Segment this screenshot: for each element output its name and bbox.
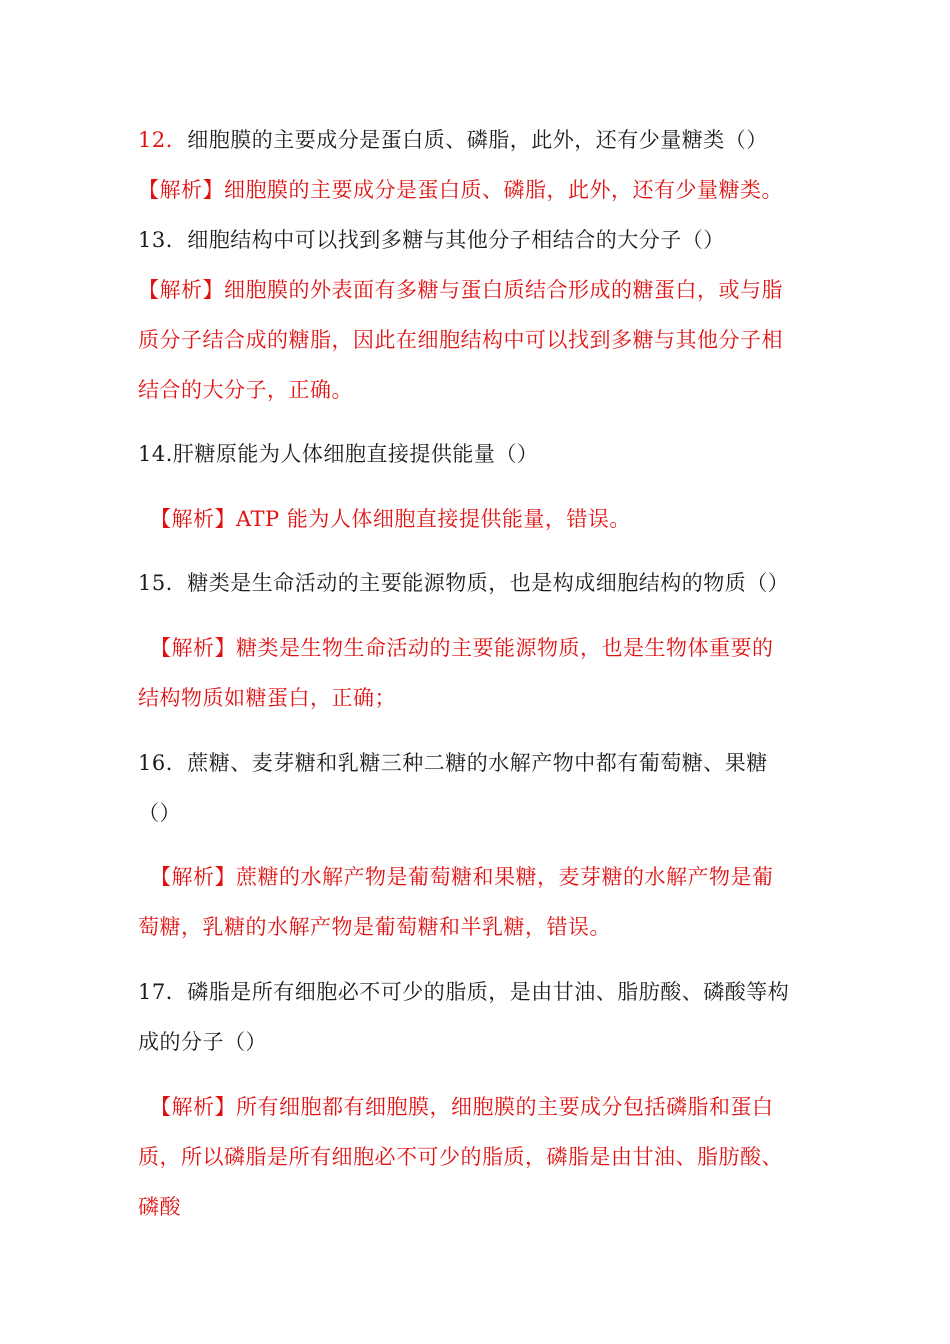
analysis-17-line-2: 质，所以磷脂是所有细胞必不可少的脂质，磷脂是由甘油、脂肪酸、 bbox=[138, 1145, 783, 1169]
analysis-14 bbox=[150, 503, 840, 535]
question-number: 17． bbox=[138, 980, 188, 1004]
analysis-15 bbox=[150, 632, 840, 664]
analysis-16-line-2: 萄糖，乳糖的水解产物是葡萄糖和半乳糖，错误。 bbox=[138, 915, 611, 939]
question-16 bbox=[138, 747, 828, 779]
question-16-line-2: （） bbox=[138, 801, 181, 825]
question-number: 16． bbox=[138, 751, 188, 775]
analysis-text: ATP 能为人体细胞直接提供能量，错误。 bbox=[236, 507, 631, 531]
analysis-16 bbox=[150, 861, 840, 893]
analysis-17 bbox=[150, 1091, 840, 1123]
question-13 bbox=[138, 224, 828, 256]
question-14 bbox=[138, 438, 828, 470]
analysis-tag: 【解析】 bbox=[150, 1095, 236, 1119]
question-17-line-2: 成的分子（） bbox=[138, 1030, 267, 1054]
analysis-text: 糖类是生物生命活动的主要能源物质，也是生物体重要的 bbox=[236, 636, 774, 660]
question-12 bbox=[138, 124, 828, 156]
analysis-13 bbox=[138, 274, 828, 306]
analysis-text: 细胞膜的外表面有多糖与蛋白质结合形成的糖蛋白，或与脂 bbox=[224, 278, 783, 302]
question-number: 13． bbox=[138, 228, 188, 252]
question-17 bbox=[138, 976, 828, 1008]
analysis-12 bbox=[138, 174, 828, 206]
question-number: 12． bbox=[138, 128, 188, 152]
analysis-15-line-2: 结构物质如糖蛋白，正确； bbox=[138, 686, 396, 710]
analysis-tag: 【解析】 bbox=[138, 178, 224, 202]
analysis-tag: 【解析】 bbox=[138, 278, 224, 302]
question-text: 蔗糖、麦芽糖和乳糖三种二糖的水解产物中都有葡萄糖、果糖 bbox=[187, 751, 768, 775]
analysis-text: 蔗糖的水解产物是葡萄糖和果糖，麦芽糖的水解产物是葡 bbox=[236, 865, 774, 889]
question-number: 14. bbox=[138, 442, 173, 466]
question-text: 细胞膜的主要成分是蛋白质、磷脂，此外，还有少量糖类（） bbox=[187, 128, 768, 152]
question-text: 肝糖原能为人体细胞直接提供能量（） bbox=[172, 442, 539, 466]
analysis-text: 所有细胞都有细胞膜，细胞膜的主要成分包括磷脂和蛋白 bbox=[236, 1095, 774, 1119]
question-text: 细胞结构中可以找到多糖与其他分子相结合的大分子（） bbox=[187, 228, 725, 252]
analysis-tag: 【解析】 bbox=[150, 636, 236, 660]
question-text: 糖类是生命活动的主要能源物质，也是构成细胞结构的物质（） bbox=[187, 571, 790, 595]
analysis-text: 细胞膜的主要成分是蛋白质、磷脂，此外，还有少量糖类。 bbox=[224, 178, 783, 202]
analysis-17-line-3: 磷酸 bbox=[138, 1195, 181, 1219]
analysis-13-line-2: 质分子结合成的糖脂，因此在细胞结构中可以找到多糖与其他分子相 bbox=[138, 328, 783, 352]
analysis-13-line-3: 结合的大分子，正确。 bbox=[138, 378, 353, 402]
question-text: 磷脂是所有细胞必不可少的脂质，是由甘油、脂肪酸、磷酸等构 bbox=[187, 980, 790, 1004]
question-15 bbox=[138, 567, 828, 599]
question-number: 15． bbox=[138, 571, 188, 595]
analysis-tag: 【解析】 bbox=[150, 865, 236, 889]
analysis-tag: 【解析】 bbox=[150, 507, 236, 531]
